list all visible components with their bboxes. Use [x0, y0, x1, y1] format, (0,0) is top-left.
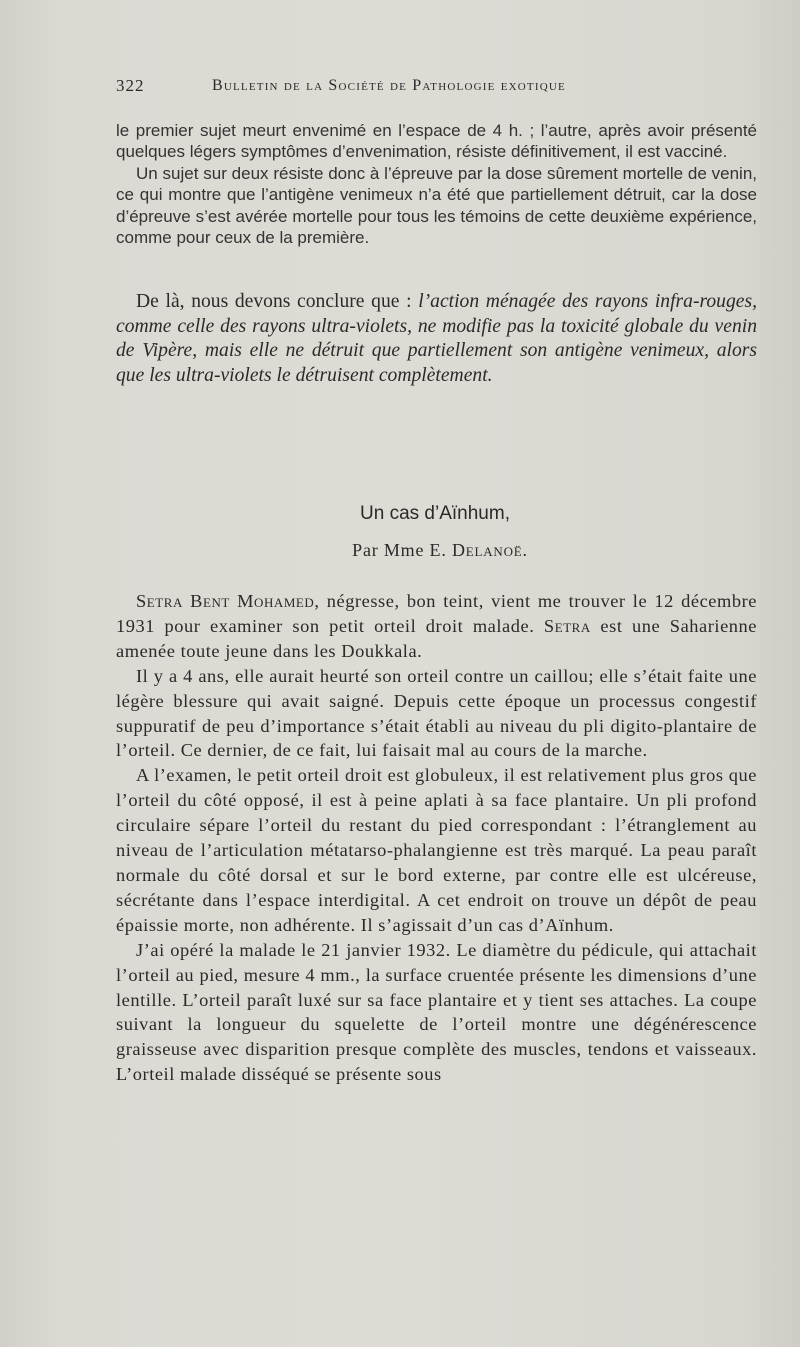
- intro-paragraph-1: le premier sujet meurt envenimé en l’espace de 4 h. ; l’autre, après avoir présenté quelques légers symptômes d’envenimation, résiste définitivement, il est vacciné.: [116, 121, 757, 162]
- body-paragraph-4: J’ai opéré la malade le 21 janvier 1932. Le diamètre du pédicule, qui attachait l’orteil au pied, mesure 4 mm., la surface cruentée présente les dimensions d’une lentille. L’orteil paraît luxé sur sa face plantaire et y tient ses attaches. La coupe suivant la longueur du squelette de l’orteil montre une dégénérescence graisseuse avec disparition presque complète des muscles, tendons et vaisseaux. L’orteil malade disséqué se présente sous: [116, 939, 757, 1085]
- body-paragraph-1: Setra Bent Mohamed, négresse, bon teint, vient me trouver le 12 décembre 1931 pour examiner son petit orteil droit malade. Setra est une Saharienne amenée toute jeune dans les Doukkala.: [116, 591, 757, 661]
- running-title: Bulletin de la Société de Pathologie exotique: [212, 77, 566, 94]
- patient-name: Setra Bent Mohamed: [136, 591, 315, 611]
- body-paragraph-3: A l’examen, le petit orteil droit est globuleux, il est relativement plus gros que l’orteil du côté opposé, il est à peine aplati à sa face plantaire. Un pli profond circulaire sépare l’orteil du restant du pied correspondant : l’étranglement au niveau de l’articulation métatarso-phalangienne est très marqué. La peau paraît normale du côté dorsal et sur le bord externe, par contre elle est ulcéreuse, sécrétante dans l’espace interdigital. A cet endroit on trouve un dépôt de peau épaissie morte, non adhérente. Il s’agissait d’un cas d’Aïnhum.: [116, 765, 757, 935]
- article-title: Un cas d’Aïnhum,: [360, 503, 510, 524]
- page-header: [116, 76, 756, 100]
- byline-prefix: Par Mme E.: [352, 540, 452, 560]
- patient-name-2: Setra: [543, 615, 591, 636]
- article-byline: [0, 540, 800, 561]
- conclusion-text: l’action ménagée des rayons infra-rouges, comme celle des rayons ultra-violets, ne modifie pas la toxicité globale du venin de Vipère, mais elle ne détruit que partiellement son antigène venimeux, alors que les ultra-violets le détruisent complètement.: [116, 291, 758, 386]
- intro-paragraph-2: Un sujet sur deux résiste donc à l’épreuve par la dose sûrement mortelle de venin, ce qui montre que l’antigène venimeux n’a été que partiellement détruit, car la dose d’épreuve s’est avérée mortelle pour tous les témoins de cette deuxième expérience, comme pour ceux de la première.: [116, 163, 757, 248]
- page-number: 322: [116, 76, 145, 95]
- conclusion-paragraph: [116, 290, 757, 388]
- body-paragraph-2: Il y a 4 ans, elle aurait heurté son orteil contre un caillou; elle s’était faite une légère blessure qui avait saigné. Depuis cette époque un processus congestif suppuratif de peu d’importance s’était établi au niveau du pli digito-plantaire de l’orteil. Ce dernier, de ce fait, lui faisait mal au cours de la marche.: [116, 665, 757, 761]
- conclusion-lead: De là, nous devons conclure que :: [136, 291, 419, 312]
- author-name: Delanoë.: [451, 540, 528, 560]
- intro-text: [116, 120, 757, 248]
- article-body: [116, 589, 757, 1087]
